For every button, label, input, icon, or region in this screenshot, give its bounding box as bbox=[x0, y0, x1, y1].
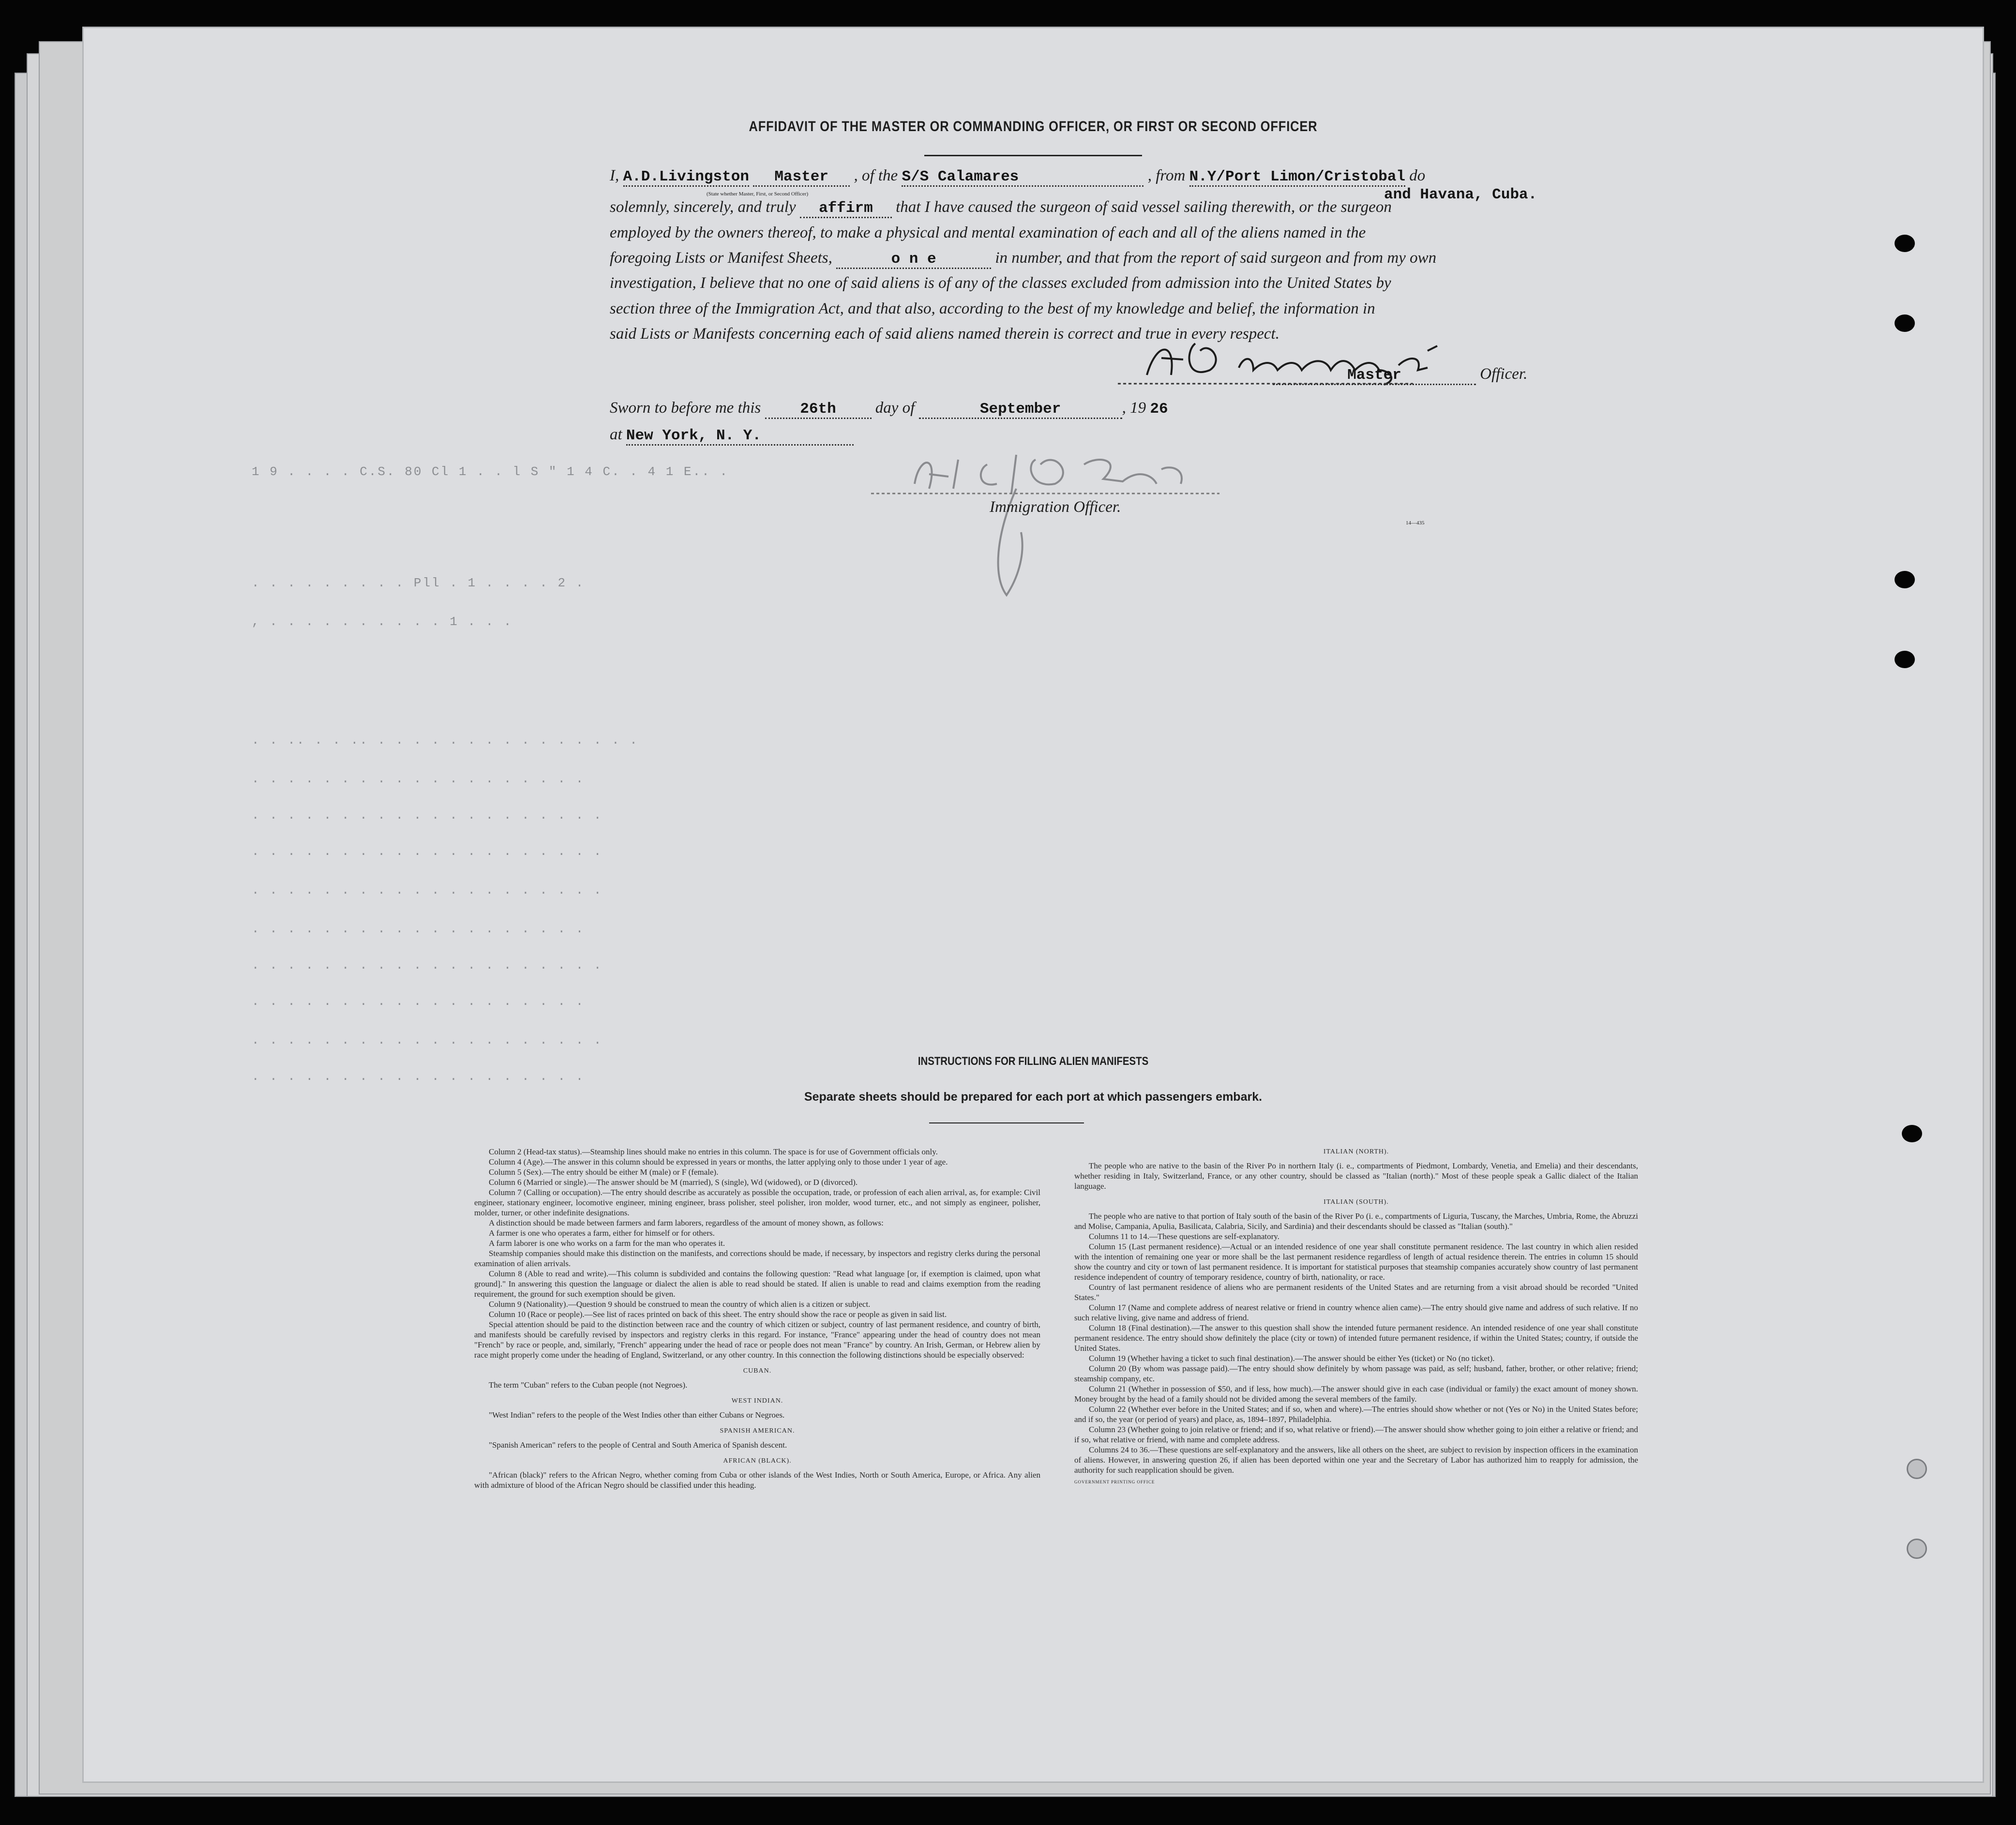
punch-hole bbox=[1895, 571, 1915, 588]
rank-field[interactable]: Master bbox=[753, 168, 850, 187]
instruction-paragraph: The people who are native to the basin of the River Po in northern Italy (i. e., compartments of Piedmont, Lombardy, Venetia, and Emelia) and their descendants, whether residing in Italy, Switzerland, France, or any other country, should be classed as "Italian (north)." Most of these people speak a Gallic dialect of the Italian language. bbox=[1074, 1161, 1638, 1191]
rank-note: (State whether Master, First, or Second Officer) bbox=[707, 191, 809, 197]
instruction-paragraph: Column 20 (By whom was passage paid).—The entry should show definitely by whom passage was paid, as self; husband, father, brother, or other relative; friend; steamship company, etc. bbox=[1074, 1364, 1638, 1383]
vessel-field[interactable]: S/S Calamares bbox=[902, 168, 1143, 187]
instruction-paragraph: Column 5 (Sex).—The entry should be either M (male) or F (female). bbox=[489, 1167, 719, 1177]
master-signature bbox=[1098, 322, 1510, 399]
text: solemnly, sincerely, and truly bbox=[610, 198, 796, 216]
instruction-paragraph: Columns 24 to 36.—These questions are self-explanatory and the answers, like all others on the sheet, are subject to revision by inspection officers in the examination of aliens. However, in answering question 26, if alien has been deported within one year and the Secretary of Labor has authorized him to reapply for admission, the authority for such reapplication should be given. bbox=[1074, 1445, 1638, 1475]
instruction-paragraph: Steamship companies should make this distinction on the manifests, and corrections should be made, if necessary, by inspectors and registry clerks during the personal examination of alien arrivals. bbox=[474, 1249, 1040, 1268]
section-heading: AFRICAN (BLACK). bbox=[723, 1457, 792, 1465]
signer-title-line bbox=[1273, 365, 1527, 385]
instruction-paragraph: Columns 11 to 14.—These questions are self-explanatory. bbox=[1089, 1232, 1279, 1241]
punch-hole bbox=[1895, 314, 1915, 332]
instruction-paragraph: Special attention should be paid to the distinction between race and the country of which citizen or subject, country of last permanent residence, and country of birth, and manifests should be carefully revised by inspectors and registry clerks in this regard. For instance, "France" appearing under the head of country does not mean "French" by race or people, and, similarly, "French" appearing under the head of race or people does not mean "France" by country. An Irish, German, or Hebrew alien by race might properly come under the heading of England, Switzerland, or any other country. In this connection the following distinctions should be especially observed: bbox=[474, 1320, 1040, 1360]
text: , of the bbox=[854, 167, 898, 184]
instruction-paragraph: Column 17 (Name and complete address of nearest relative or friend in country whence alien came).—The entry should give name and address of such relative. If no such relative living, give name and address of friend. bbox=[1074, 1303, 1638, 1322]
instruction-paragraph: The people who are native to that portion of Italy south of the basin of the River Po (i. e., compartments of Liguria, Tuscany, the Marches, Umbria, Rome, the Abruzzi and Molise, Campania, Apulia, Basilicata, Calabria, Sicily, and Sardinia) and their descendants should be classed as "Italian (south)." bbox=[1074, 1212, 1638, 1231]
instruction-paragraph: Column 19 (Whether having a ticket to such final destination).—The answer should be either Yes (ticket) or No (no ticket). bbox=[1089, 1354, 1495, 1363]
section-heading: ITALIAN (SOUTH). bbox=[1324, 1198, 1389, 1206]
instruction-paragraph: Column 6 (Married or single).—The answer should be M (married), S (single), Wd (widowed), or D (divorced). bbox=[489, 1178, 858, 1187]
section-heading: WEST INDIAN. bbox=[731, 1397, 783, 1405]
instruction-paragraph: "Spanish American" refers to the people of Central and South America of Spanish descent. bbox=[489, 1440, 787, 1450]
bleed-through-text: . . .. . . .. . . . . . . . . . . . . . . . bbox=[252, 733, 639, 748]
affidavit-line-6: section three of the Immigration Act, and that also, according to the best of my knowledge and belief, the information in bbox=[610, 300, 1375, 317]
affidavit-title: AFFIDAVIT OF THE MASTER OR COMMANDING OFFICER, OR FIRST OR SECOND OFFICER bbox=[749, 119, 1318, 135]
text: Sworn to before me this bbox=[610, 399, 761, 417]
instruction-paragraph: Country of last permanent residence of aliens who are permanent residents of the United States and are returning from a visit abroad should be recorded "United States." bbox=[1074, 1283, 1638, 1302]
punch-hole bbox=[1907, 1539, 1927, 1559]
affidavit-line-2 bbox=[610, 198, 1392, 218]
instruction-paragraph: Column 21 (Whether in possession of $50, and if less, how much).—The answer should give in each case (individual or family) the exact amount of money shown. Money brought by the head of a family should not be divided among the several members of the family. bbox=[1074, 1384, 1638, 1404]
instruction-paragraph: Column 2 (Head-tax status).—Steamship lines should make no entries in this column. The space is for use of Government officials only. bbox=[489, 1147, 938, 1156]
sworn-line bbox=[610, 399, 1168, 419]
day-field[interactable]: 26th bbox=[765, 401, 872, 419]
instruction-paragraph: A farm laborer is one who works on a farm for the man who operates it. bbox=[489, 1239, 725, 1248]
bleed-through-text: , . . . . . . . . . . 1 . . . bbox=[252, 614, 513, 629]
instruction-paragraph: Column 9 (Nationality).—Question 9 should be construed to mean the country of which alien is a citizen or subject. bbox=[489, 1300, 871, 1309]
punch-hole bbox=[1895, 235, 1915, 252]
section-heading: SPANISH AMERICAN. bbox=[720, 1427, 795, 1435]
punch-hole bbox=[1895, 651, 1915, 668]
text: that I have caused the surgeon of said vessel sailing therewith, or the surgeon bbox=[896, 198, 1392, 216]
bleed-through-text: . . . . . . . . . . . . . . . . . . . bbox=[252, 1069, 585, 1084]
from-ports-field[interactable]: N.Y/Port Limon/Cristobal bbox=[1189, 168, 1405, 187]
instruction-paragraph: Column 18 (Final destination).—The answer to this question shall show the intended future permanent residence. An intended residence of one year shall constitute permanent residence. The entry should show definitely the place (city or town) of intended future permanent residence, if within the United States; country, if outside the United States. bbox=[1074, 1323, 1638, 1353]
instruction-paragraph: A distinction should be made between farmers and farm laborers, regardless of the amount of money shown, as follows: bbox=[489, 1218, 884, 1227]
instruction-paragraph: "West Indian" refers to the people of the West Indies other than either Cubans or Negroes. bbox=[489, 1410, 785, 1420]
printer-imprint: GOVERNMENT PRINTING OFFICE bbox=[1074, 1480, 1155, 1484]
instruction-paragraph: Column 8 (Able to read and write).—This column is subdivided and contains the following question: "Read what language [or, if exemption is claimed, upon what ground]." In answering this question the language or dialect the alien is able to read should be stated. If alien is unable to read and claims exemption from the reading requirement, the ground for such exemption should be given. bbox=[474, 1269, 1040, 1299]
affidavit-line-1 bbox=[610, 167, 1425, 187]
master-name-field[interactable]: A.D.Livingston bbox=[623, 168, 749, 187]
text: in number, and that from the report of said surgeon and from my own bbox=[995, 249, 1437, 267]
title-divider bbox=[924, 155, 1142, 156]
text: , from bbox=[1147, 167, 1186, 184]
instruction-paragraph: Column 7 (Calling or occupation).—The entry should describe as accurately as possible the occupation, trade, or profession of each alien arrival, as, for example: Civil engineer, stationary engineer, locomotive engineer, mining engineer, brass polisher, steel polisher, iron molder, wood turner, etc., and not simply as engineer, polisher, molder, turner, or other indefinite designations. bbox=[474, 1188, 1040, 1217]
bleed-through-text: . . . . . . . . . Pll . 1 . . . . 2 . bbox=[252, 576, 585, 590]
sheet-count-field[interactable]: o n e bbox=[836, 251, 991, 269]
bleed-through-text: . . . . . . . . . . . . . . . . . . . bbox=[252, 772, 585, 786]
bleed-through-text: . . . . . . . . . . . . . . . . . . . bbox=[252, 994, 585, 1009]
bleed-through-text: 1 9 . . . . C.S. 80 Cl 1 . . l S " 1 4 C. . 4 1 E.. . bbox=[252, 464, 729, 479]
instructions-left-column bbox=[474, 1147, 1040, 1490]
instruction-paragraph: Column 23 (Whether going to join relative or friend; and if so, what relative or friend).—The answer should show whether going to join either a relative or friend; and if so, what relative or friend, with name and complete address. bbox=[1074, 1425, 1638, 1444]
instruction-paragraph: Column 15 (Last permanent residence).—Actual or an intended residence of one year shall constitute permanent residence. The last country in which alien resided with the intention of remaining one year or more shall be the last permanent residence regardless of length of actual residence therein. The entries in column 15 should show the country and city or town of last permanent residence. It is important for statistical purposes that steamship companies accurately show country of last permanent residence independent of country of temporary residence, country of birth, nationality, or race. bbox=[1074, 1242, 1638, 1282]
punch-hole bbox=[1902, 1125, 1922, 1142]
bleed-through-text: . . . . . . . . . . . . . . . . . . . . bbox=[252, 1033, 603, 1047]
instructions-subtitle: Separate sheets should be prepared for each port at which passengers embark. bbox=[804, 1090, 1263, 1104]
bleed-through-text: . . . . . . . . . . . . . . . . . . . . bbox=[252, 808, 603, 823]
from-ports-field-continued[interactable]: and Havana, Cuba. bbox=[1384, 186, 1537, 203]
instruction-paragraph: A farmer is one who operates a farm, either for himself or for others. bbox=[489, 1228, 715, 1238]
immigration-officer-label: Immigration Officer. bbox=[990, 498, 1121, 516]
section-heading: CUBAN. bbox=[743, 1367, 772, 1375]
text: Officer. bbox=[1480, 365, 1528, 383]
affidavit-line-4 bbox=[610, 249, 1436, 269]
punch-hole bbox=[1907, 1459, 1927, 1479]
instruction-paragraph: Column 22 (Whether ever before in the United States; and if so, when and where).—The entries should show whether or not (Yes or No) in the United States before; and if so, the year (or period of years) and place, as, 1894–1897, Philadelphia. bbox=[1074, 1405, 1638, 1424]
text: day of bbox=[875, 399, 915, 417]
text: I, bbox=[610, 167, 619, 184]
bleed-through-text: . . . . . . . . . . . . . . . . . . . . bbox=[252, 958, 603, 972]
affidavit-line-3: employed by the owners thereof, to make a physical and mental examination of each and all of the aliens named in the bbox=[610, 224, 1366, 241]
section-heading: ITALIAN (NORTH). bbox=[1323, 1148, 1389, 1155]
signer-title-field[interactable]: Master bbox=[1273, 367, 1476, 385]
instructions-title: INSTRUCTIONS FOR FILLING ALIEN MANIFESTS bbox=[918, 1055, 1149, 1068]
instructions-right-column bbox=[1074, 1147, 1638, 1491]
form-number: 14—435 bbox=[1406, 520, 1425, 526]
instruction-paragraph: "African (black)" refers to the African Negro, whether coming from Cuba or other islands of the West Indies, North or South America, Europe, or Africa. Any alien with admixture of blood of the African Negro should be classified under this heading. bbox=[474, 1470, 1040, 1490]
place-field[interactable]: New York, N. Y. bbox=[626, 427, 854, 446]
bleed-through-text: . . . . . . . . . . . . . . . . . . . . bbox=[252, 844, 603, 859]
affidavit-line-7: said Lists or Manifests concerning each of said aliens named therein is correct and true in every respect. bbox=[610, 325, 1279, 343]
text: at bbox=[610, 426, 622, 443]
oath-field[interactable]: affirm bbox=[800, 200, 892, 218]
month-field[interactable]: September bbox=[919, 401, 1122, 419]
text: foregoing Lists or Manifest Sheets, bbox=[610, 249, 832, 267]
immigration-officer-signature bbox=[784, 435, 1316, 619]
instruction-paragraph: Column 4 (Age).—The answer in this column should be expressed in years or months, the latter applying only to those under 1 year of age. bbox=[489, 1157, 948, 1167]
instruction-paragraph: Column 10 (Race or people).—See list of races printed on back of this sheet. The entry should show the race or people as given in said list. bbox=[489, 1310, 947, 1319]
manifest-sheet bbox=[82, 27, 1984, 1783]
year-field[interactable]: 26 bbox=[1150, 401, 1168, 418]
bleed-through-text: . . . . . . . . . . . . . . . . . . . bbox=[252, 922, 585, 936]
affidavit-line-5: investigation, I believe that no one of said aliens is of any of the classes excluded from admission into the United States by bbox=[610, 274, 1391, 292]
bleed-through-text: . . . . . . . . . . . . . . . . . . . . bbox=[252, 883, 603, 898]
instruction-paragraph: The term "Cuban" refers to the Cuban people (not Negroes). bbox=[489, 1380, 688, 1390]
text: , 19 bbox=[1122, 399, 1146, 417]
instructions-divider bbox=[929, 1122, 1084, 1123]
text: do bbox=[1409, 167, 1426, 184]
